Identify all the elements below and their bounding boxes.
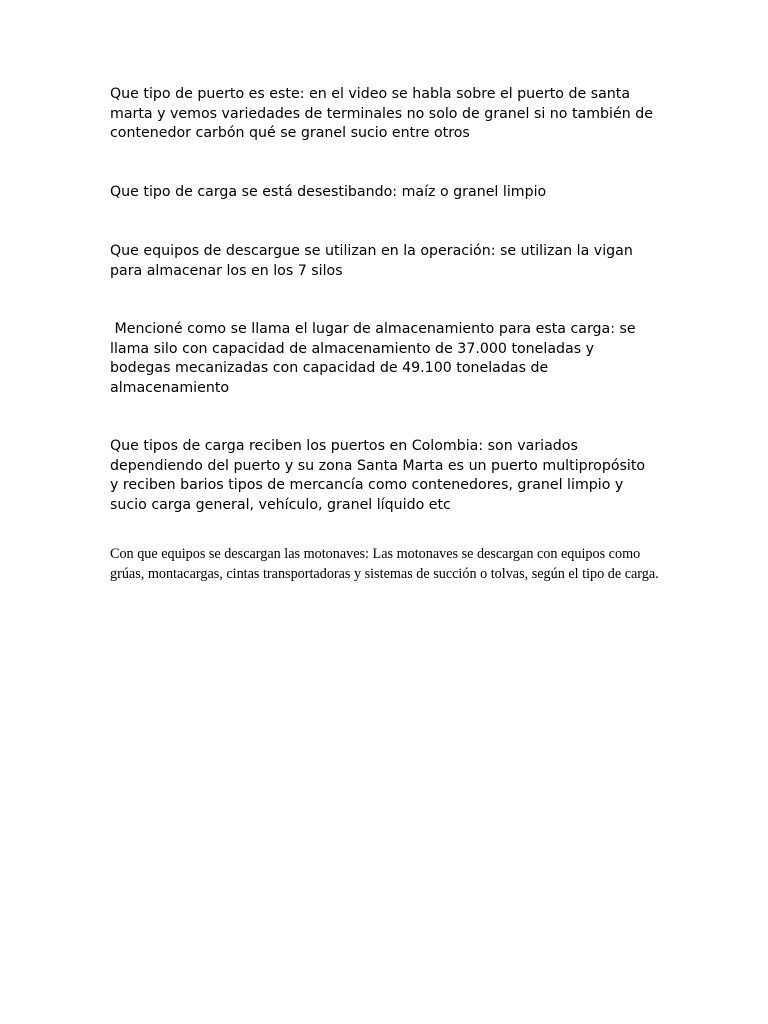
question-paragraph-cargo-type: Que tipo de carga se está desestibando: maíz o granel limpio <box>110 184 547 200</box>
question-paragraph-port-type: Que tipo de puerto es este: en el video se habla sobre el puerto de santa marta y vemos variedades de terminales no solo de granel si no también de contenedor carbón qué se granel sucio entre otros <box>110 86 653 141</box>
question-paragraph-unloading-equipment: Que equipos de descargue se utilizan en la operación: se utilizan la vigan para almacenar los en los 7 silos <box>110 243 633 279</box>
question-paragraph-vessel-unloading: Con que equipos se descargan las motonaves: Las motonaves se descargan con equipos como grúas, montacargas, cintas transportadoras y sistemas de succión o tolvas, según el tipo de carga. <box>110 546 659 582</box>
question-paragraph-colombia-cargo-types: Que tipos de carga reciben los puertos en Colombia: son variados dependiendo del puerto y su zona Santa Marta es un puerto multipropósito y reciben barios tipos de mercancía como contenedores, granel limpio y sucio carga general, vehículo, granel líquido etc <box>110 438 646 513</box>
question-paragraph-storage-place: Mencioné como se llama el lugar de almacenamiento para esta carga: se llama silo con capacidad de almacenamiento de 37.000 toneladas y bodegas mecanizadas con capacidad de 49.100 toneladas de almacenamiento <box>110 321 641 396</box>
